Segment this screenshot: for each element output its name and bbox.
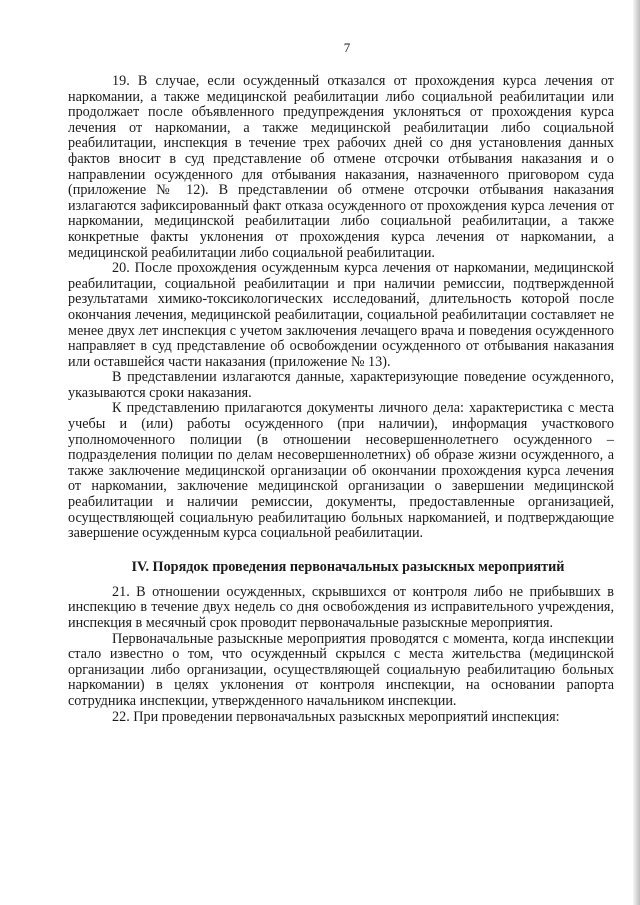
paragraph-22: 22. При проведении первоначальных разыскных мероприятий инспекция:	[112, 708, 560, 725]
paragraph-attached-documents: К представлению прилагаются документы личного дела: характеристика с места учебы и (или) работы осужденного (при наличии), информация участкового уполномоченного полиции (в отношении несовершеннолетнего осужденного – подразделения полиции по делам несовершеннолетних) об образе жизни осужденного, а также заключение медицинской организации об окончании прохождения курса лечения от наркомании, заключение медицинской организации о завершении медицинской реабилитации и наличии ремиссии, документы, предоставленные организацией, осуществляющей социальную реабилитацию больных наркоманией, и подтверждающие завершение осужденным курса социальной реабилитации.	[68, 400, 614, 542]
scan-edge-shadow	[633, 0, 640, 905]
paragraph-search-measures: Первоначальные разыскные мероприятия проводятся с момента, когда инспекции стало известно о том, что осужденный скрылся с места жительства (медицинской организации либо организации, осуществляющей социальную реабилитацию больных наркомании) в целях уклонения от контроля инспекции, на основании рапорта сотрудника инспекции, утвержденного начальником инспекции.	[68, 630, 614, 709]
paragraph-19: 19. В случае, если осужденный отказался от прохождения курса лечения от наркомании, а также медицинской реабилитации либо социальной реабилитации или продолжает после объявленного предупреждения уклоняться от прохождения курса лечения от наркомании, а также медицинской реабилитации либо социальной реабилитации, инспекция в течение трех рабочих дней со дня установления данных фактов вносит в суд представление об отмене отсрочки отбывания наказания и о направлении осужденного для отбывания наказания, назначенного приговором суда (приложение № 12). В представлении об отмене отсрочки отбывания наказания излагаются зафиксированный факт отказа осужденного от прохождения курса лечения от наркомании, медицинской реабилитации либо социальной реабилитации, а также конкретные факты уклонения от прохождения курса лечения от наркомании, а медицинской реабилитации либо социальной реабилитации.	[68, 73, 614, 261]
paragraph-21: 21. В отношении осужденных, скрывшихся от контроля либо не прибывших в инспекцию в течение двух недель со дня освобождения из исправительного учреждения, инспекция в месячный срок проводит первоначальные разыскные мероприятия.	[68, 583, 614, 631]
paragraph-20: 20. После прохождения осужденным курса лечения от наркомании, медицинской реабилитации, социальной реабилитации и при наличии ремиссии, подтвержденной результатами химико-токсикологических исследований, длительность которой после окончания лечения, медицинской реабилитации, социальной реабилитации составляет не менее двух лет инспекция с учетом заключения лечащего врача и поведения осужденного направляет в суд представление об освобождении осужденного от отбывания наказания или оставшейся части наказания (приложение № 13).	[68, 260, 614, 370]
section-heading: IV. Порядок проведения первоначальных разыскных мероприятий	[131, 558, 565, 575]
page-number: 7	[343, 40, 351, 55]
paragraph-representation-content: В представлении излагаются данные, характеризующие поведение осужденного, указываются сроки наказания.	[68, 369, 614, 401]
